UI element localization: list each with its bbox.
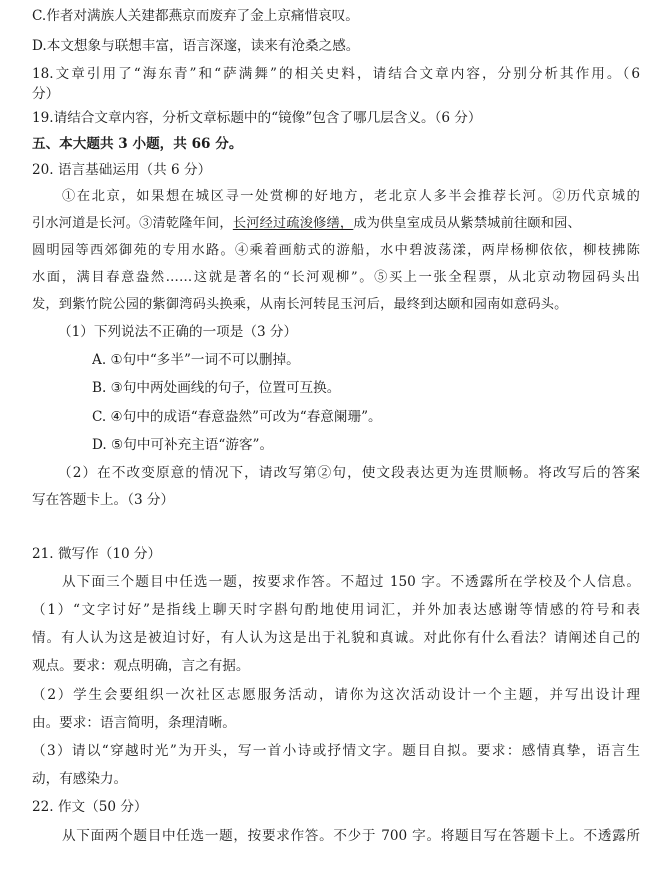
topic-3-line-1: （3）请以“穿越时光”为开头，写一首小诗或抒情文字。题目自拟。要求：感情真挚，语言生 [32, 743, 640, 759]
question-22-instructions: 从下面两个题目中任选一题，按要求作答。不少于 700 字。将题目写在答题卡上。不透露所 [62, 828, 640, 844]
section-5-heading: 五、本大题共 3 小题，共 66 分。 [32, 136, 243, 152]
passage-sentence-3-start: ③清乾隆年间， [139, 216, 233, 231]
option-c-line: C.作者对满族人关建都燕京而废弃了金上京痛惜哀叹。 [32, 8, 359, 24]
sub-question-2-line-1: （2）在不改变原意的情况下，请改写第②句，使文段表达更为连贯顺畅。将改写后的答案 [58, 465, 640, 481]
passage-sentence-3-end: 成为供皇室成员从紫禁城前往颐和园、 [353, 216, 581, 231]
question-21-instructions: 从下面三个题目中任选一题，按要求作答。不超过 150 字。不透露所在学校及个人信息。 [62, 574, 640, 590]
passage-line-3: 圆明园等西郊御苑的专用水路。④乘着画舫式的游船，水中碧波荡漾，两岸杨柳依依，柳枝拂陈 [32, 243, 640, 258]
topic-2-line-2: 由。要求：语言简明，条理清晰。 [32, 715, 236, 731]
choice-d: D. ⑤句中可补充主语“游客”。 [92, 437, 274, 453]
question-20-heading: 20. 语言基础运用（共 6 分） [32, 162, 212, 178]
question-18-line-2: 分） [32, 86, 60, 102]
passage-line-1: ①在北京，如果想在城区寻一处赏柳的好地方，老北京人多半会推荐长河。②历代京城的 [62, 189, 640, 204]
underlined-clause: 长河经过疏浚修缮， [232, 216, 354, 231]
sub-question-1: （1）下列说法不正确的一项是（3 分） [58, 324, 298, 340]
question-21-heading: 21. 微写作（10 分） [32, 546, 162, 562]
topic-1-line-1: （1）“文字讨好”是指线上聊天时字斟句酌地使用词汇，并外加表达感谢等情感的符号和表 [32, 602, 640, 618]
passage-line-4: 水面，满目春意盎然……这就是著名的“长河观柳”。⑤买上一张全程票，从北京动物园码头出 [32, 270, 640, 285]
choice-c: C. ④句中的成语“春意盎然”可改为“春意阑珊”。 [92, 409, 382, 425]
passage-line-5: 发，到紫竹院公园的紫御湾码头换乘，从南长河转昆玉河后，最终到达颐和园南如意码头。 [32, 297, 568, 312]
choice-b: B. ③句中两处画线的句子，位置可互换。 [92, 380, 341, 396]
option-d-line: D.本文想象与联想丰富，语言深邃，读来有沧桑之感。 [32, 38, 360, 54]
passage-sentence-2: 引水河道是长河。 [32, 216, 140, 231]
topic-2-line-1: （2）学生会要组织一次社区志愿服务活动，请你为这次活动设计一个主题，并写出设计理 [32, 687, 640, 703]
sub-question-2-line-2: 写在答题卡上。（3 分） [32, 492, 175, 508]
topic-1-line-3: 观点。要求：观点明确，言之有据。 [32, 658, 250, 674]
topic-1-line-2: 情。有人认为这是被迫讨好，有人认为这是出于礼貌和真诚。对此你有什么看法？请阐述自己的 [32, 630, 640, 646]
question-18-line-1: 18.文章引用了“海东青”和“萨满舞”的相关史料，请结合文章内容，分别分析其作用。（6 [32, 66, 640, 82]
question-22-heading: 22. 作文（50 分） [32, 799, 148, 815]
question-19: 19.请结合文章内容，分析文章标题中的“镜像”包含了哪几层含义。（6 分） [32, 110, 482, 126]
choice-a: A. ①句中“多半”一词不可以删掉。 [92, 352, 300, 368]
passage-line-2 [32, 214, 640, 234]
topic-3-line-2: 动，有感染力。 [32, 771, 128, 787]
